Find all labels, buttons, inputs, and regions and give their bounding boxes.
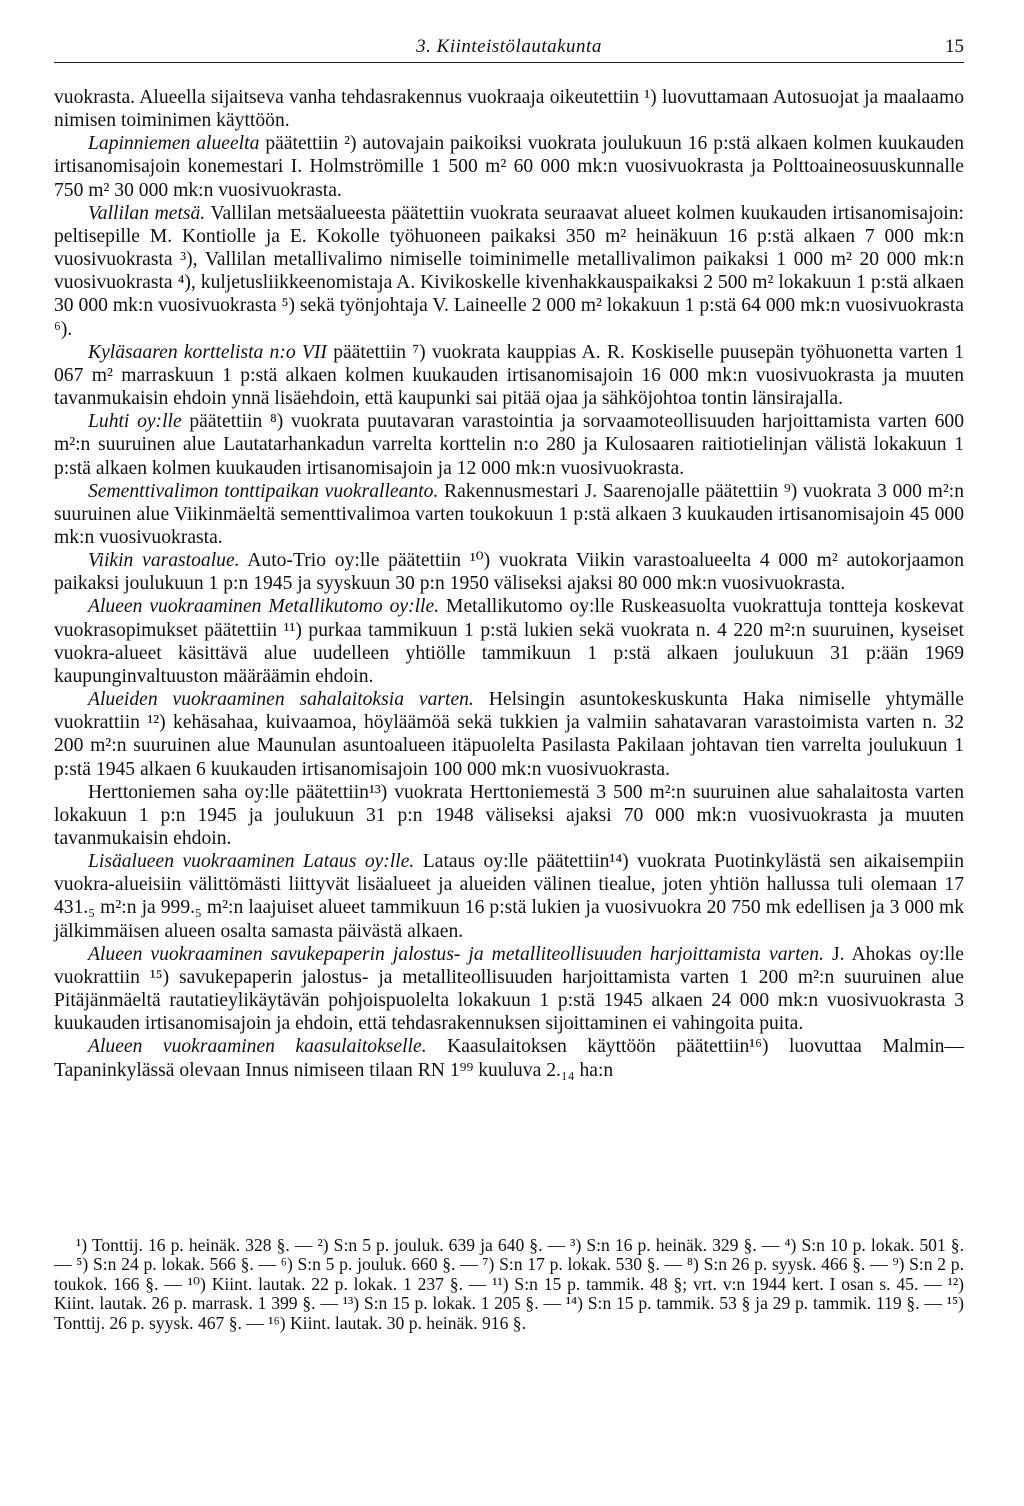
paragraph-text: J. Ahokas oy:lle vuokrattiin ¹⁵) savukepaperin jalostus- ja metalliteollisuuden harjoittamista varten 1 200 m²:n suuruinen alue Pitäjänmäeltä rautatieylikäytävän pohjoispuolelta lokakuun 1 p:stä 1945 alkaen 24 000 mk:n vuosivuokrasta 3 kuukauden irtisanomisajoin ja ehdoin, että tehdasrakennuksen sijoittaminen ei vahingoita puita. xyxy=(54,943,964,1035)
paragraph-text: Herttoniemen saha oy:lle päätettiin¹³) vuokrata Herttoniemestä 3 500 m²:n suuruinen alue sahalaitosta varten lokakuun 1 p:n 1945 ja joulukuun 31 p:n 1948 väliseksi ajaksi 70 000 mk:n vuosivuokrasta ja muuten tavanmukaisin ehdoin. xyxy=(54,781,964,849)
paragraph-text: Vallilan metsäalueesta päätettiin vuokrata seuraavat alueet kolmen kuukauden irtisanomisajoin: peltisepille M. Kontiolle ja E. Kokolle työhuoneen paikaksi 350 m² heinäkuun 16 p:stä alkaen 7 000 mk:n vuosivuokrasta ³), Vallilan metallivalimo nimiselle toiminimelle metallivalimon paikaksi 1 000 m² 20 000 mk:n vuosivuokrasta ⁴), kuljetusliikkeenomistaja A. Kivikoskelle kivenhakkauspaikaksi 2 500 m² lokakuun 1 p:stä alkaen 30 000 mk:n vuosivuokrasta ⁵) sekä työnjohtaja V. Laineelle 2 000 m² lokakuun 1 p:stä 64 000 mk:n vuosivuokrasta ⁶). xyxy=(54,202,964,340)
paragraph-heading: Lisäalueen vuokraaminen Lataus oy:lle. xyxy=(88,851,415,873)
paragraph xyxy=(54,202,964,341)
running-header xyxy=(54,36,964,63)
paragraph-heading: Alueen vuokraaminen kaasulaitokselle. xyxy=(88,1036,427,1058)
paragraph-heading: Luhti oy:lle xyxy=(88,411,182,433)
paragraph xyxy=(54,595,964,688)
page-number: 15 xyxy=(945,36,964,57)
chapter-title: 3. Kiinteistölautakunta xyxy=(416,36,602,57)
paragraph xyxy=(54,480,964,549)
paragraph-text: Metallikutomo oy:lle Ruskeasuolta vuokrattuja tontteja koskevat vuokrasopimukset päätettiin ¹¹) purkaa tammikuun 1 p:stä lukien sekä vuokrata n. 4 220 m²:n suuruinen, kyseiset vuokra-alueet käsittävä alue uudelleen yhtiölle tammikuun 1 p:stä alkaen joulukuun 31 p:ään 1969 kaupunginvaltuuston määräämin ehdoin. xyxy=(54,596,964,687)
paragraph-text: Auto-Trio oy:lle päätettiin ¹⁰) vuokrata Viikin varastoalueelta 4 000 m² autokorjaamon paikaksi joulukuun 1 p:n 1945 ja syyskuun 30 p:n 1950 väliseksi ajaksi 80 000 mk:n vuosivuokrasta. xyxy=(54,550,964,595)
paragraph-heading: Lapinniemen alueelta xyxy=(88,133,260,155)
paragraph-text: vuokrasta. Alueella sijaitseva vanha tehdasrakennus vuokraaja oikeutettiin ¹) luovuttamaan Autosuojat ja maalaamo nimisen toiminimen käyttöön. xyxy=(54,87,964,132)
paragraph-text: Helsingin asuntokeskuskunta Haka nimiselle yhtymälle vuokrattiin ¹²) kehäsahaa, kuivaamoa, höyläämöä sekä tukkien ja valmiin sahatavaran varastoimista varten n. 32 200 m²:n suuruinen alue Maunulan asuntoalueen itäpuolelta Pasilasta Pakilaan johtavan tien varrelta joulukuun 1 p:stä 1945 alkaen 6 kuukauden irtisanomisajoin 100 000 mk:n vuosivuokrasta. xyxy=(54,689,964,780)
paragraph xyxy=(54,410,964,479)
paragraph xyxy=(54,86,964,132)
paragraph-heading: Sementtivalimon tonttipaikan vuokralleanto. xyxy=(88,480,439,502)
footnote-text: ¹) Tonttij. 16 p. heinäk. 328 §. — ²) S:n 5 p. jouluk. 639 ja 640 §. — ³) S:n 16 p. heinäk. 329 §. — ⁴) S:n 10 p. lokak. 501 §. — ⁵) S:n 24 p. lokak. 566 §. — ⁶) S:n 5 p. jouluk. 660 §. — ⁷) S:n 17 p. lokak. 530 §. — ⁸) S:n 26 p. syysk. 466 §. — ⁹) S:n 2 p. toukok. 166 §. — ¹⁰) Kiint. lautak. 22 p. lokak. 1 237 §. — ¹¹) S:n 15 p. tammik. 48 §; vrt. v:n 1944 kert. I osan s. 45. — ¹²) Kiint. lautak. 26 p. marrask. 1 399 §. — ¹³) S:n 15 p. lokak. 1 205 §. — ¹⁴) S:n 15 p. tammik. 53 § ja 29 p. tammik. 119 §. — ¹⁵) Tonttij. 26 p. syysk. 467 §. — ¹⁶) Kiint. lautak. 30 p. heinäk. 916 §. xyxy=(54,1235,964,1333)
paragraph-heading: Alueen vuokraaminen Metallikutomo oy:lle. xyxy=(88,596,440,618)
paragraph xyxy=(54,943,964,1036)
paragraph xyxy=(54,132,964,201)
paragraph-text: Rakennusmestari J. Saarenojalle päätettiin ⁹) vuokrata 3 000 m²:n suuruinen alue Viikinmäeltä sementtivalimoa varten toukokuun 1 p:stä alkaen 3 kuukauden irtisanomisajoin 45 000 mk:n vuosivuokrasta. xyxy=(54,480,964,548)
paragraph-text: päätettiin ⁸) vuokrata puutavaran varastointia ja sorvaamoteollisuuden harjoittamista varten 600 m²:n suuruinen alue Lautatarhankadun varrelta korttelin n:o 280 ja Kulosaaren raitiotielinjan välistä lokakuun 1 p:stä alkaen kolmen kuukauden irtisanomisajoin ja 12 000 mk:n vuosivuokrasta. xyxy=(54,411,964,479)
paragraph xyxy=(54,1035,964,1081)
paragraph xyxy=(54,549,964,595)
paragraph-heading: Vallilan metsä. xyxy=(88,202,206,224)
paragraph-text: päätettiin ⁷) vuokrata kauppias A. R. Koskiselle puusepän työhuonetta varten 1 067 m² marraskuun 1 p:stä alkaen kolmen kuukauden irtisanomisajoin 16 000 mk:n vuosivuokrasta ja muuten tavanmukaisin ehdoin ynnä lisäehdoin, että kaupunki sai pitää ojaa ja sähköjohtoa tontin länsirajalla. xyxy=(54,341,965,410)
paragraph xyxy=(54,781,964,850)
paragraph-heading: Kyläsaaren korttelista n:o VII xyxy=(88,341,327,363)
body-text xyxy=(54,86,964,1082)
paragraph-text: Lataus oy:lle päätettiin¹⁴) vuokrata Puotinkylästä sen aikaisempiin vuokra-alueisiin välittömästi liittyvät lisäalueet ja alueiden välinen tiealue, joten yhtiön hallussa tuli olemaan 17 431.₅ m²:n ja 999.₅ m²:n laajuiset alueet tammikuun 16 p:stä lukien ja vuosivuokra 20 750 mk edellisen ja 3 000 mk jälkimmäisen alueen osalta samasta päivästä alkaen. xyxy=(54,851,964,942)
paragraph xyxy=(54,688,964,781)
paragraph-heading: Viikin varastoalue. xyxy=(88,550,240,572)
paragraph-heading: Alueiden vuokraaminen sahalaitoksia varten. xyxy=(88,689,474,711)
paragraph xyxy=(54,341,964,410)
paragraph-text: päätettiin ²) autovajain paikoiksi vuokrata joulukuun 16 p:stä alkaen kolmen kuukauden irtisanomisajoin konemestari I. Holmströmille 1 500 m² 60 000 mk:n vuosivuokrasta ja Polttoaineosuuskunnalle 750 m² 30 000 mk:n vuosivuokrasta. xyxy=(54,133,964,201)
footnotes xyxy=(54,1236,964,1333)
paragraph-text: Kaasulaitoksen käyttöön päätettiin¹⁶) luovuttaa Malmin—Tapaninkylässä olevaan Innus nimiseen tilaan RN 1⁹⁹ kuuluva 2.₁₄ ha:n xyxy=(54,1036,964,1081)
paragraph xyxy=(54,850,964,943)
paragraph-heading: Alueen vuokraaminen savukepaperin jalostus- ja metalliteollisuuden harjoittamista varten. xyxy=(88,943,824,965)
